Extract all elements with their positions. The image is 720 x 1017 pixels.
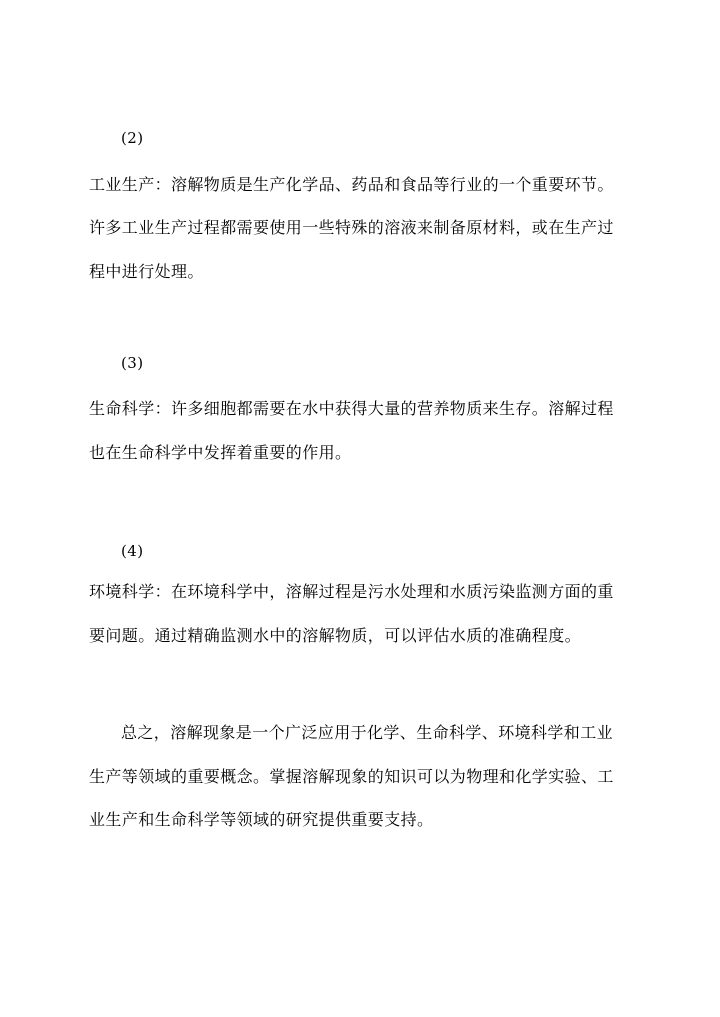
section-number-3: (3) [121, 354, 144, 372]
paragraph-line: 工业生产：溶解物质是生产化学品、药品和食品等行业的一个重要环节。 [89, 175, 614, 194]
paragraph-line: 要问题。通过精确监测水中的溶解物质，可以评估水质的准确程度。 [89, 626, 582, 645]
section-number-2: (2) [121, 129, 144, 147]
paragraph-line: 程中进行处理。 [89, 262, 204, 281]
conclusion-line: 总之，溶解现象是一个广泛应用于化学、生命科学、环境科学和工业 [121, 723, 614, 742]
section-number-4: (4) [121, 542, 144, 560]
paragraph-line: 环境科学：在环境科学中，溶解过程是污水处理和水质污染监测方面的重 [89, 582, 614, 601]
conclusion-line: 业生产和生命科学等领域的研究提供重要支持。 [89, 810, 434, 829]
paragraph-line: 生命科学：许多细胞都需要在水中获得大量的营养物质来生存。溶解过程 [89, 399, 614, 418]
paragraph-line: 许多工业生产过程都需要使用一些特殊的溶液来制备原材料，或在生产过 [89, 218, 614, 237]
conclusion-line: 生产等领域的重要概念。掌握溶解现象的知识可以为物理和化学实验、工 [89, 767, 614, 786]
paragraph-line: 也在生命科学中发挥着重要的作用。 [89, 443, 352, 462]
